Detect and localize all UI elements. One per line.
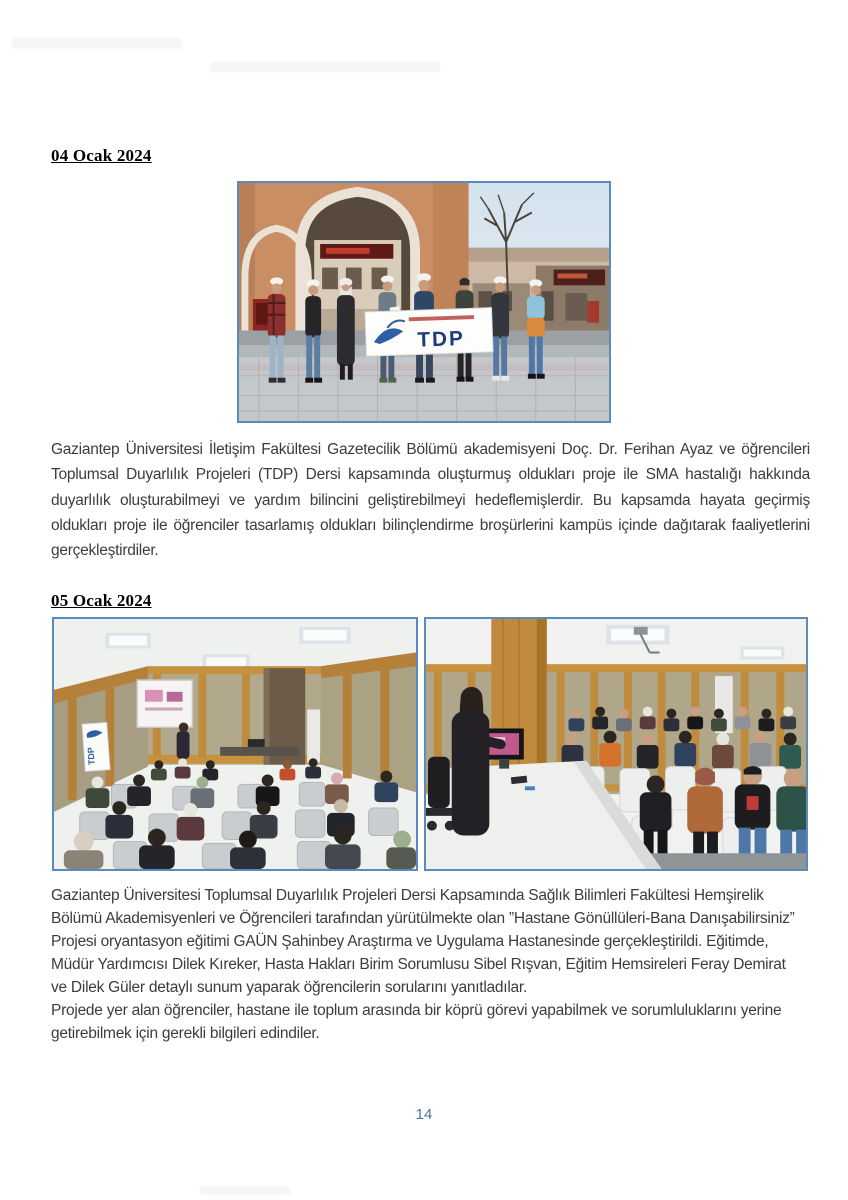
- tdp-roll-banner-text: TDP: [85, 746, 97, 766]
- bleed-artifact-top-left: [12, 38, 182, 49]
- section-heading-05-ocak: 05 Ocak 2024: [51, 591, 152, 610]
- photo-seminar-right: [424, 617, 808, 871]
- outdoor-group-illustration: [239, 183, 609, 421]
- section-heading-04-ocak: 04 Ocak 2024: [51, 146, 152, 165]
- photo-seminar-left: [52, 617, 418, 871]
- projection-screen: [137, 680, 192, 727]
- section-2-paragraphs: [51, 884, 796, 1045]
- photo-outdoor-group: [237, 181, 611, 423]
- tdp-banner: [365, 308, 493, 357]
- tdp-roll-banner: [82, 722, 110, 771]
- section-1-paragraph: Gaziantep Üniversitesi İletişim Fakültesi Gazetecilik Bölümü akademisyeni Doç. Dr. Ferihan Ayaz ve öğrencileri Toplumsal Duyarlılık Projeleri (TDP) Dersi kapsamında oluşturmuş oldukları proje ile SMA hastalığı hakkında duyarlılık oluşturabilmeyi ve yardım bilincini geliştirebilmeyi hedeflemişlerdir. Bu kapsamda hayata geçirmiş oldukları proje ile öğrenciler tasarlamış oldukları bilinçlendirme broşürlerini kampüs içinde dağıtarak faaliyetlerini gerçekleştirdiler.: [51, 441, 810, 560]
- section-2-paragraph-1: Gaziantep Üniversitesi Toplumsal Duyarlılık Projeleri Dersi Kapsamında Sağlık Bilimleri Fakültesi Hemşirelik Bölümü Akademisyenleri ve Öğrencileri tarafından yürütülmekte olan ”Hastane Gönüllüleri-Bana Danışabilirsiniz” Projesi oryantasyon eğitimi GAÜN Şahinbey Araştırma ve Uygulama Hastanesinde gerçekleştirildi. Eğitimde, Müdür Yardımcısı Dilek Kıreker, Hasta Hakları Birim Sorumlusu Sibel Rışvan, Eğitim Hemsireleri Feray Demirat ve Dilek Güler detaylı sunum yaparak öğrencilerin sorularını yanıtladılar.: [51, 887, 795, 996]
- tdp-banner-text: TDP: [417, 327, 466, 352]
- bleed-artifact-bottom: [200, 1186, 290, 1195]
- section-2-paragraph-2: Projede yer alan öğrenciler, hastane ile toplum arasında bir köprü görevi yapabilmek ve sorumluluklarını yerine getirebilmek için gerekli bilgileri edindiler.: [51, 1002, 782, 1042]
- seminar-left-illustration: [54, 619, 416, 869]
- page-number: 14: [415, 1106, 433, 1123]
- seminar-right-illustration: [426, 619, 806, 869]
- bleed-artifact-top-mid: [210, 62, 440, 72]
